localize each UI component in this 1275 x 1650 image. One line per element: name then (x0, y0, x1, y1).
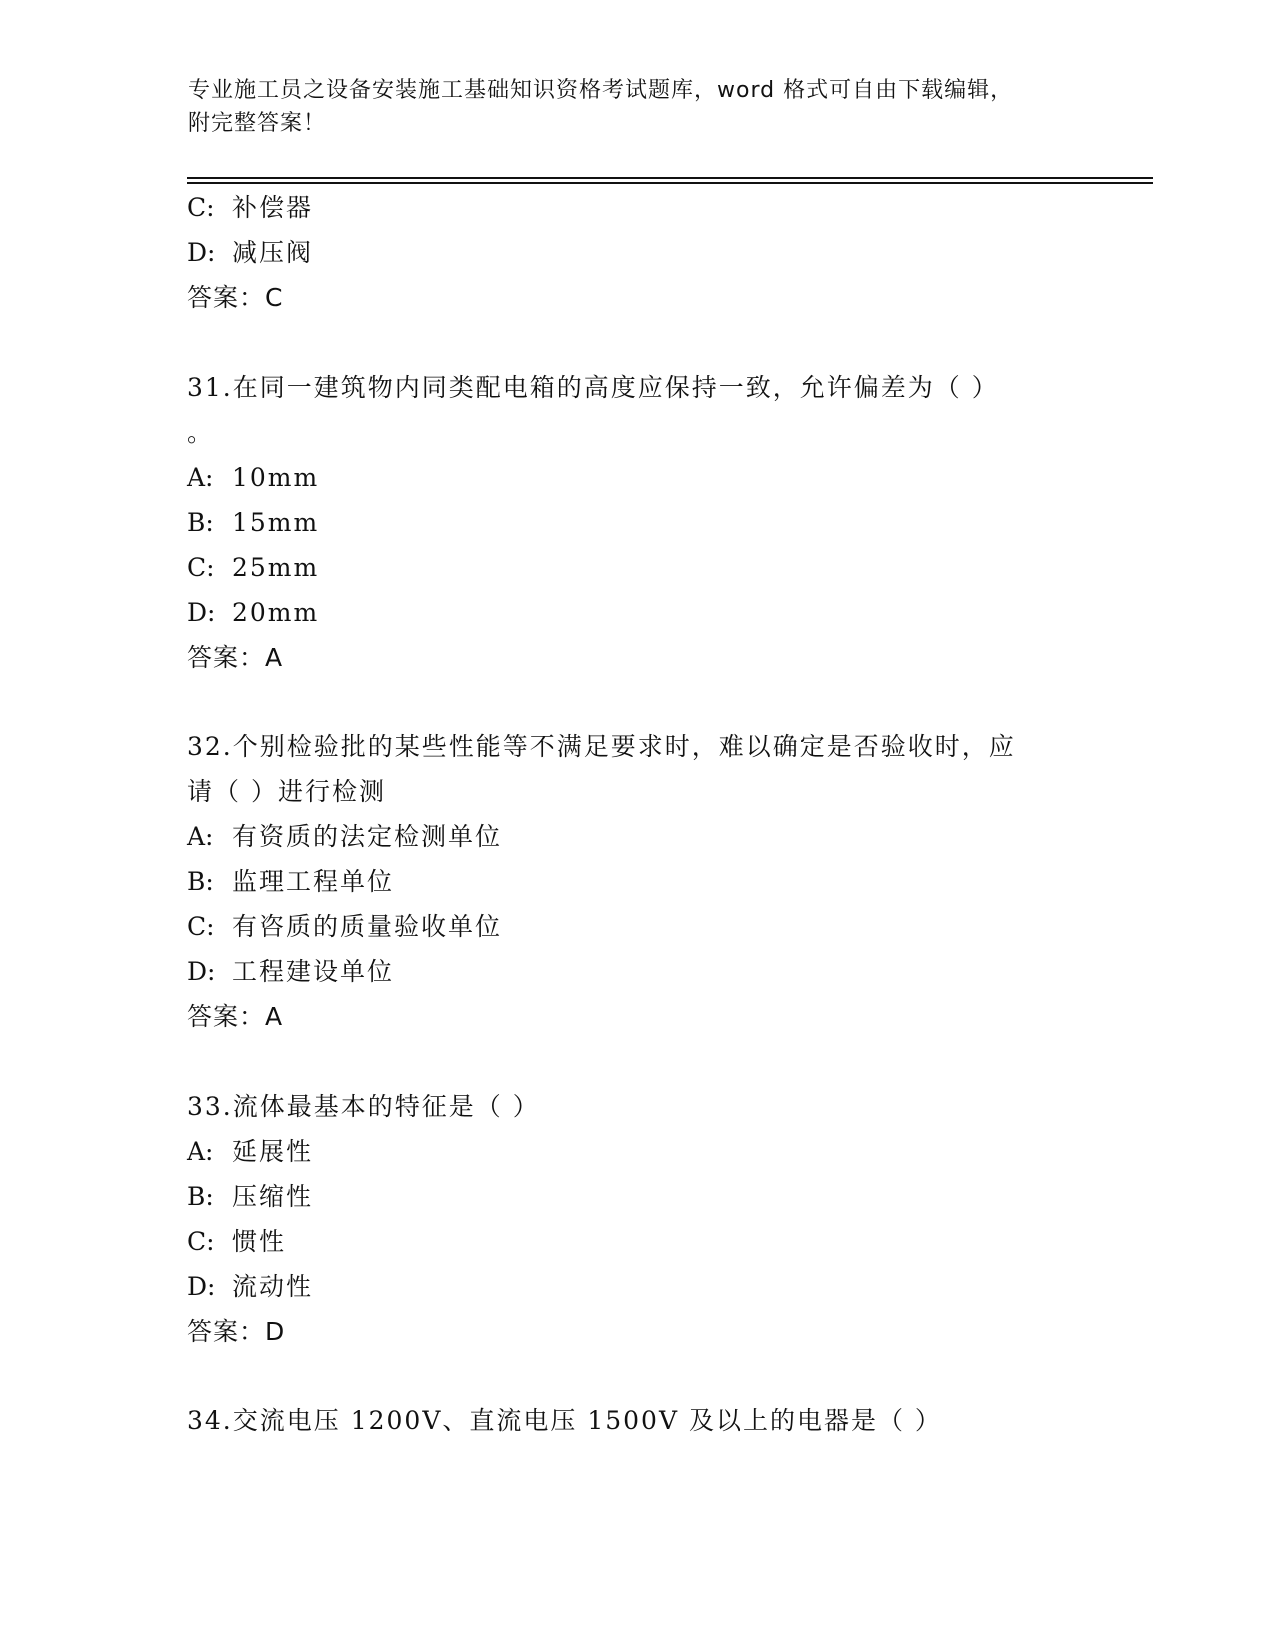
q32-stem-line-2: 请（ ）进行检测 (187, 777, 386, 806)
header-divider-top (187, 177, 1153, 179)
option-text: 流动性 (232, 1272, 314, 1301)
q31-stem-line-2: 。 (187, 418, 215, 447)
q31-option-d (187, 598, 319, 628)
option-letter: D: (187, 238, 216, 267)
q31-stem-line-1: 31.在同一建筑物内同类配电箱的高度应保持一致，允许偏差为（ ） (187, 373, 999, 402)
q33-option-b (187, 1182, 313, 1212)
option-letter: C: (187, 553, 215, 582)
option-letter: D: (187, 598, 216, 627)
q31-option-b (187, 508, 319, 538)
q33-stem-line-1: 33.流体最基本的特征是（ ） (187, 1092, 540, 1121)
option-letter: D: (187, 1272, 216, 1301)
option-text: 15mm (232, 508, 320, 537)
option-text: 惯性 (232, 1227, 287, 1256)
option-text: 工程建设单位 (232, 957, 395, 986)
prev-answer: 答案：C (187, 283, 284, 312)
q31-answer: 答案：A (187, 643, 284, 672)
q32-answer: 答案：A (187, 1002, 284, 1031)
option-letter: A: (187, 1137, 214, 1166)
option-text: 25mm (232, 553, 320, 582)
option-letter: B: (187, 867, 214, 896)
prev-option-d (187, 238, 313, 268)
option-text: 10mm (232, 463, 320, 492)
q32-option-b (187, 867, 394, 897)
option-letter: C: (187, 193, 215, 222)
q34-stem-line-1: 34.交流电压 1200V、直流电压 1500V 及以上的电器是（ ） (187, 1406, 942, 1435)
q33-option-c (187, 1227, 286, 1257)
q31-option-a (187, 463, 319, 493)
q31-option-c (187, 553, 319, 583)
q33-option-a (187, 1137, 313, 1167)
option-text: 减压阀 (232, 238, 314, 267)
option-letter: B: (187, 1182, 214, 1211)
option-text: 压缩性 (232, 1182, 314, 1211)
q33-option-d (187, 1272, 313, 1302)
q33-answer: 答案：D (187, 1317, 286, 1346)
header-line-2: 附完整答案！ (188, 111, 327, 136)
option-text: 延展性 (232, 1137, 314, 1166)
option-text: 补偿器 (232, 193, 314, 222)
option-text: 有资质的法定检测单位 (232, 822, 503, 851)
option-letter: D: (187, 957, 216, 986)
q32-option-d (187, 957, 394, 987)
option-text: 有咨质的质量验收单位 (232, 912, 503, 941)
option-letter: A: (187, 463, 214, 492)
option-text: 20mm (232, 598, 320, 627)
q32-option-a (187, 822, 502, 852)
q32-stem-line-1: 32.个别检验批的某些性能等不满足要求时，难以确定是否验收时，应 (187, 732, 1016, 761)
q32-option-c (187, 912, 502, 942)
option-letter: A: (187, 822, 214, 851)
option-letter: C: (187, 1227, 215, 1256)
prev-option-c (187, 193, 313, 223)
option-text: 监理工程单位 (232, 867, 395, 896)
header-divider-bottom (187, 182, 1153, 184)
document-header (188, 74, 1068, 140)
option-letter: B: (187, 508, 214, 537)
option-letter: C: (187, 912, 215, 941)
header-line-1: 专业施工员之设备安装施工基础知识资格考试题库，word 格式可自由下载编辑， (188, 78, 1014, 103)
